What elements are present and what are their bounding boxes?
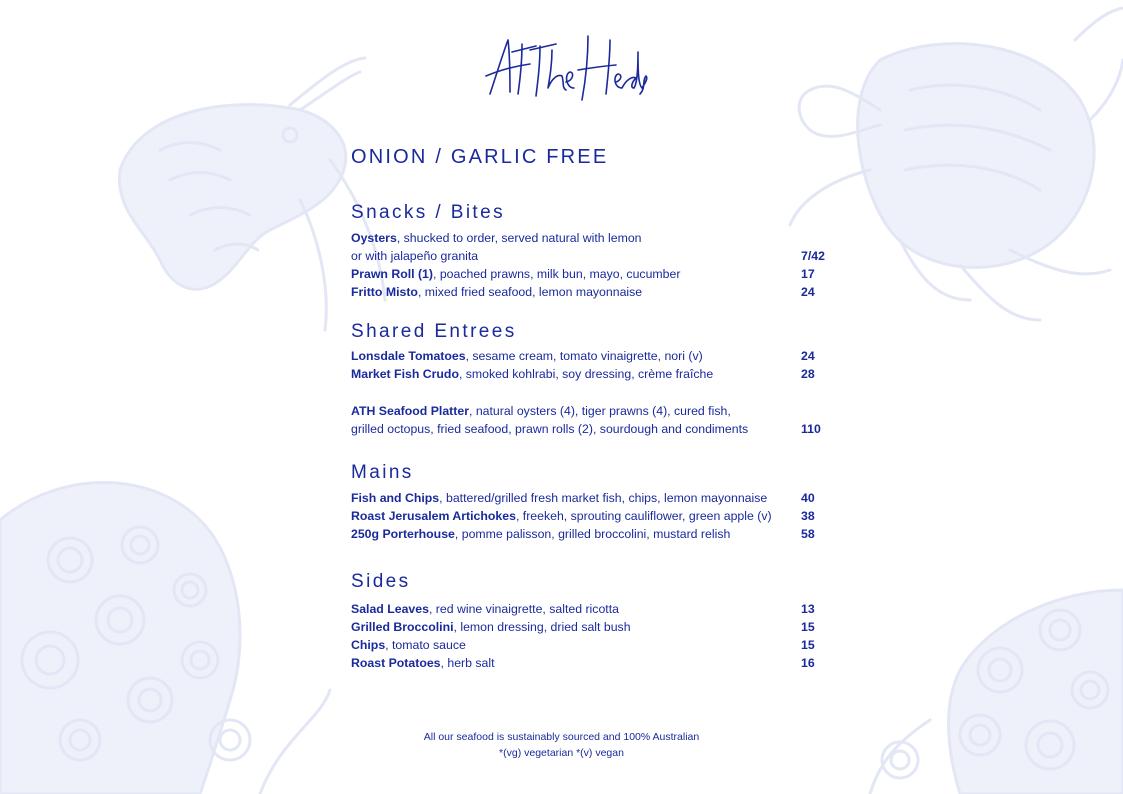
menu-item-porterhouse [351, 525, 831, 543]
item-price: 16 [801, 656, 815, 670]
section-title-sides: Sides [351, 571, 411, 592]
item-name: Fritto Misto [351, 285, 418, 299]
brand-logo [470, 32, 650, 102]
item-name: Prawn Roll (1) [351, 267, 433, 281]
item-description: , freekeh, sprouting cauliflower, green apple (v) [515, 509, 772, 523]
menu-item-seafood-platter [351, 402, 831, 420]
footer-legend: *(vg) vegetarian *(v) vegan [499, 747, 624, 759]
item-description: , poached prawns, milk bun, mayo, cucumber [433, 267, 681, 281]
menu-item-oysters [351, 229, 831, 247]
item-name: Lonsdale Tomatoes [351, 349, 466, 363]
item-price: 40 [801, 491, 815, 505]
item-name: ATH Seafood Platter [351, 404, 469, 418]
item-name: Fish and Chips [351, 491, 440, 505]
item-description: , natural oysters (4), tiger prawns (4), cured fish, [468, 404, 731, 418]
item-price: 28 [801, 367, 815, 381]
item-description: , battered/grilled fresh market fish, chips, lemon mayonnaise [439, 491, 768, 505]
section-title-mains: Mains [351, 462, 414, 483]
item-price: 38 [801, 509, 815, 523]
menu-item-prawn-roll [351, 265, 831, 283]
menu-item-roast-potatoes [351, 654, 831, 672]
item-name: Grilled Broccolini [351, 620, 454, 634]
item-description: , shucked to order, served natural with lemon [396, 231, 642, 245]
item-description: , smoked kohlrabi, soy dressing, crème fraîche [458, 367, 714, 381]
menu-item-chips [351, 636, 831, 654]
item-price: 58 [801, 527, 815, 541]
item-name: Roast Potatoes [351, 656, 441, 670]
item-description: , pomme palisson, grilled broccolini, mustard relish [454, 527, 731, 541]
item-description: , tomato sauce [385, 638, 466, 652]
item-name: 250g Porterhouse [351, 527, 455, 541]
item-price: 24 [801, 349, 815, 363]
item-price: 110 [801, 422, 821, 436]
octopus-tentacle-illustration [870, 590, 1123, 794]
item-description: , mixed fried seafood, lemon mayonnaise [417, 285, 643, 299]
item-name: Salad Leaves [351, 602, 429, 616]
section-title-snacks: Snacks / Bites [351, 202, 505, 223]
prawn-illustration [119, 58, 385, 330]
footer-note: All our seafood is sustainably sourced and 100% Australian [423, 731, 700, 743]
menu-item-market-fish-crudo [351, 365, 831, 383]
item-name: Oysters [351, 231, 397, 245]
page-title: ONION / GARLIC FREE [351, 146, 609, 168]
item-price: 15 [801, 638, 815, 652]
item-price: 15 [801, 620, 815, 634]
item-price: 17 [801, 267, 815, 281]
menu-item-salad-leaves [351, 600, 831, 618]
item-name: Roast Jerusalem Artichokes [351, 509, 516, 523]
item-description: , herb salt [440, 656, 495, 670]
item-price: 13 [801, 602, 815, 616]
menu-item-seafood-platter-line2 [351, 420, 831, 438]
item-price: 7/42 [801, 249, 825, 263]
item-description: , sesame cream, tomato vinaigrette, nori (v) [465, 349, 703, 363]
menu-item-oysters-line2 [351, 247, 831, 265]
item-name: Chips [351, 638, 386, 652]
menu-item-jerusalem-artichokes [351, 507, 831, 525]
menu-item-fish-and-chips [351, 489, 831, 507]
item-price: 24 [801, 285, 815, 299]
item-name: Market Fish Crudo [351, 367, 459, 381]
menu-item-fritto-misto [351, 283, 831, 301]
item-description: or with jalapeño granita [351, 249, 479, 263]
section-title-entrees: Shared Entrees [351, 321, 517, 342]
item-description: , lemon dressing, dried salt bush [453, 620, 631, 634]
menu-item-grilled-broccolini [351, 618, 831, 636]
menu-item-lonsdale-tomatoes [351, 347, 831, 365]
item-description: , red wine vinaigrette, salted ricotta [428, 602, 619, 616]
item-description: grilled octopus, fried seafood, prawn rolls (2), sourdough and condiments [351, 422, 749, 436]
